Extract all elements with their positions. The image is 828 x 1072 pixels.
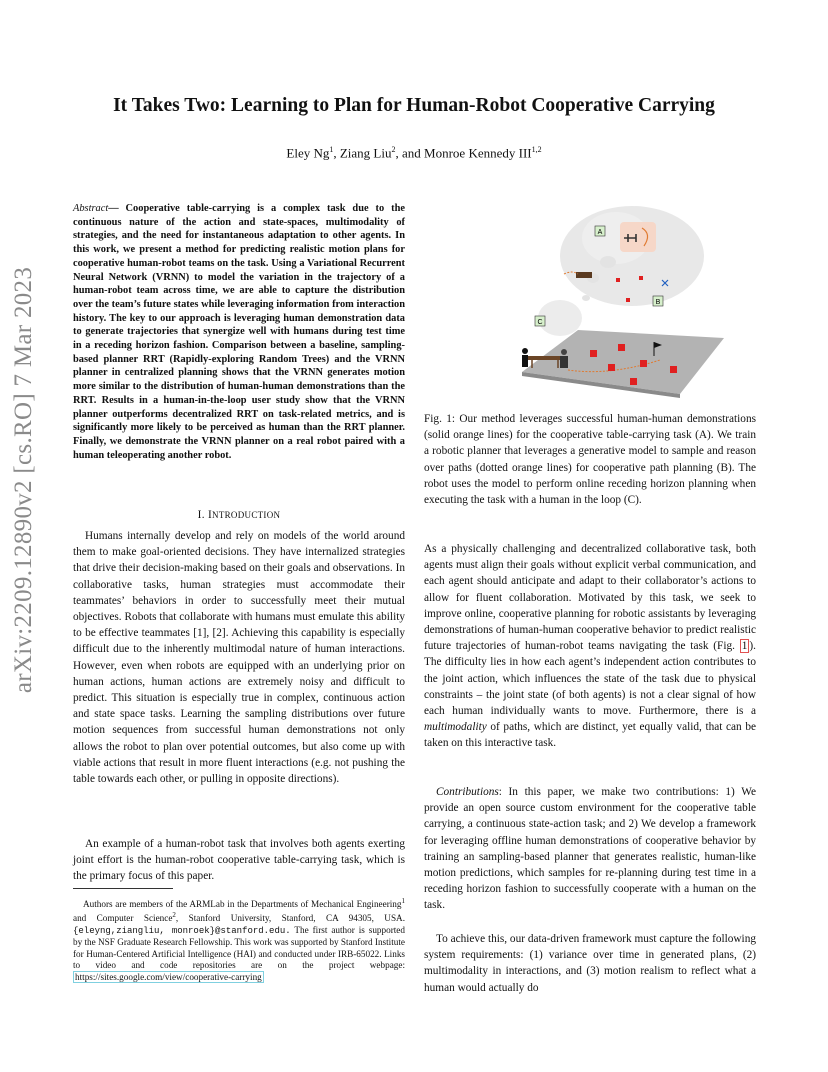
section-number: I. xyxy=(197,509,208,521)
contributions-label: Contributions xyxy=(436,786,499,798)
abstract-dash: — xyxy=(108,203,126,214)
footnote-sup: 2 xyxy=(172,911,176,920)
author-list xyxy=(0,145,828,161)
paragraph-text: ). The difficulty lies in how each agent’s independent action contributes to the joint action, which influences the state of the task due to physical constraints – the joint state (of both agents) is not a clear signal of how each human individually wants to move. Furthermore, there is a xyxy=(424,640,756,718)
project-webpage-link[interactable]: https://sites.google.com/view/cooperative-carrying xyxy=(75,971,262,982)
author-name: Monroe Kennedy III xyxy=(424,145,532,161)
author-emails: {eleyng,ziangliu, monroek}@stanford.edu. xyxy=(73,925,291,936)
section-title-initial: I xyxy=(207,509,213,521)
author-separator: , and xyxy=(395,145,425,161)
robot-head-icon xyxy=(561,349,567,355)
obstacle-icon xyxy=(640,360,647,367)
author-affiliation: 2 xyxy=(391,145,396,154)
footnote-rule xyxy=(73,888,173,889)
right-paragraph-1 xyxy=(424,541,756,752)
arxiv-stamp-text: arXiv:2209.12890v2 [cs.RO] 7 Mar 2023 xyxy=(10,266,37,694)
paper-title: It Takes Two: Learning to Plan for Human-Robot Cooperative Carrying xyxy=(113,95,715,116)
obstacle-icon xyxy=(590,350,597,357)
emphasis-text: multimodality xyxy=(424,721,487,734)
robot-icon xyxy=(560,356,568,368)
table-icon-small xyxy=(576,272,592,278)
thought-bubble xyxy=(582,295,590,301)
figure-1 xyxy=(520,200,726,400)
section-title-rest: NTRODUCTION xyxy=(212,510,281,520)
intro-paragraph-2: An example of a human-robot task that involves both agents exerting joint effort is the human-robot cooperative table-carrying task, which is the primary focus of this paper. xyxy=(73,838,405,883)
intro-paragraph-1: Humans internally develop and rely on models of the world around them to make goal-oriented decisions. They have internalized strategies that drive their decision-making based on their goals and observations. In collaborative tasks, human strategies must accommodate their teammates’ behaviors in order to successfully meet their mutual objectives. Robots that collaborate with humans must emulate this ability to be effective teammates [1], [2]. Achieving this capability is especially difficult due to the inherently multimodal nature of human interactions. However, even when robots are equipped with an underlying prior on human actions, human actions are extremely noisy and difficult to predict. This situation is especially true in complex, continuous action and state space tasks. Learning the sampling distributions over future motion sequences from successful human demonstrations not only allows the robot to plan over potential outcomes, but also come up with viable actions that result in more fluent interactions (e.g. not pushing the table towards each other, or pulling in opposite directions). xyxy=(73,530,405,786)
footnote-text: Authors are members of the ARMLab in the Departments of Mechanical Engineering xyxy=(83,899,402,910)
obstacle-icon xyxy=(670,366,677,373)
obstacle-icon xyxy=(626,298,630,302)
contributions-paragraph xyxy=(424,784,756,914)
author-name: Ziang Liu xyxy=(339,145,392,161)
obstacle-icon xyxy=(608,364,615,371)
table-icon-large xyxy=(528,356,562,360)
paragraph-text: : In this paper, we make two contributions: 1) We provide an open source custom environment for the cooperative table carrying, a continuous state-action task; and 2) We develop a framework for leveraging offline human demonstrations of cooperative behavior by training an sampling-based planner that generates realistic, human-like motion predictions, which samples for re-planning during test time in a receding horizon fashion to successfully cooperate with a human on the task. xyxy=(424,786,756,912)
abstract xyxy=(73,202,405,462)
footnote-text: , Stanford University, Stanford, CA 94305, USA. xyxy=(175,913,405,924)
footnote-text: The first author is supported by the NSF Graduate Research Fellowship. This work was supported by Stanford Institute for Human-Centered Artificial Intelligence (HAI) and conducted under IRB-65022. Links to video and code repositories are on the project webpage: xyxy=(73,924,405,971)
obstacle-icon xyxy=(616,278,620,282)
figure-1-illustration xyxy=(520,200,726,400)
figure-caption: Fig. 1: Our method leverages successful human-human demonstrations (solid orange lines) for the cooperative table-carrying task (A). We train a robotic planner that leverages a generative model to sample and reason over paths (dotted orange lines) for cooperative path planning (B). The robot uses the model to perform online receding horizon planning when executing the task with a human in the loop (C). xyxy=(424,413,756,507)
abstract-label: Abstract xyxy=(73,203,109,214)
obstacle-icon xyxy=(630,378,637,385)
author-affiliation: 1 xyxy=(329,145,334,154)
right-paragraph-3: To achieve this, our data-driven framework must capture the following system requirements: (1) variance over time in generated plans, (2) multimodality in interactions, and (3) motion realism to reflect what a human would actually do xyxy=(424,933,756,994)
footnote-sup: 1 xyxy=(401,897,405,905)
section-heading xyxy=(73,509,405,521)
human-body-icon xyxy=(522,355,528,367)
author-separator: , xyxy=(333,145,340,161)
footnote-text: and Computer Science xyxy=(73,913,173,924)
thought-bubble xyxy=(600,256,616,268)
label-b: B xyxy=(655,299,661,306)
obstacle-icon xyxy=(618,344,625,351)
author-name: Eley Ng xyxy=(286,145,330,161)
paragraph-text: of paths, which are distinct, yet equally valid, that can be taken on this interactive task. xyxy=(424,721,756,750)
label-a: A xyxy=(597,229,603,236)
abstract-text: Cooperative table-carrying is a complex task due to the continuous nature of the action and state-spaces, multimodality of strategies, and the need for instantaneous adaptation to other agents. In this work, we present a method for predicting realistic motion plans for cooperative human-robot teams on the task. Using a Variational Recurrent Neural Network (VRNN) to model the variation in the trajectory of a human-robot team across time, we are able to capture the distribution over the team’s future states while leveraging information from interaction history. The key to our approach is leveraging human demonstration data to generate trajectories that synergize well with humans during test time in a receding horizon fashion. Comparison between a baseline, sampling-based planner RRT (Rapidly-exploring Random Trees) and the VRNN planner in centralized planning shows that the VRNN generates motion more similar to the distribution of human-human demonstrations than the RRT. Results in a human-in-the-loop user study show that the VRNN planner outperforms decentralized RRT on task-related metrics, and is significantly more likely to be perceived as human than the RRT planner. Finally, we demonstrate the VRNN planner on a real robot paired with a human teleoperating another robot. xyxy=(73,203,405,461)
human-head-icon xyxy=(522,348,528,354)
sketch-panel xyxy=(620,222,656,252)
obstacle-icon xyxy=(639,276,643,280)
author-affiliation: 1,2 xyxy=(531,145,542,154)
figure-1-link[interactable]: 1 xyxy=(741,640,748,653)
footnote xyxy=(73,896,405,983)
label-c: C xyxy=(537,319,543,326)
paragraph-text: As a physically challenging and decentralized collaborative task, both agents must align their goals without explicit verbal communication, and each agent should anticipate and adapt to their collaborator’s actions to allow for fluent collaboration. Motivated by this task, we seek to improve online, cooperative planning for robotic assistants by leveraging demonstrations of human-human cooperative behavior to predict realistic future trajectories of human-robot teams navigating the task (Fig. xyxy=(424,543,756,653)
arxiv-stamp xyxy=(4,266,44,694)
floor-plane xyxy=(522,330,724,394)
